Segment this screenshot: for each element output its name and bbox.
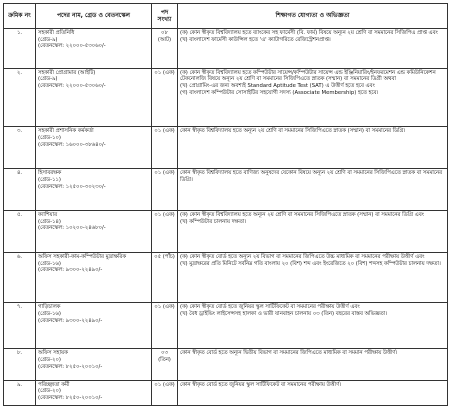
qualification-line: (ক) কোন স্বীকৃত বোর্ড হতে জুনিয়র স্কুল সার্টিফিকেট বা সমমানের পরীক্ষায় উত্তীর্ণ এবং: [180, 304, 360, 311]
post-cell: [36, 380, 152, 405]
post-pay-scale: (বেতনস্কেল: ৮২৫০-২০০১০/-: [38, 395, 103, 401]
table-row: [4, 380, 448, 405]
qualification-cell: [178, 127, 448, 169]
qualification-cell: [178, 380, 448, 405]
qualification-line: (খ) বাংলাদেশ ফার্মেসী কাউন্সিল হতে 'এ' ক্যাটাগরিতে রেজিস্ট্রেশনপ্রাপ্ত।: [180, 36, 331, 43]
post-cell: [36, 169, 152, 211]
table-row: [4, 349, 448, 380]
qualification-line: (ক) কোন স্বীকৃত বিশ্ববিদ্যালয় হতে ব্যাংকের সহ ফার্মেসী (বি. ফার্ম) বিষয়ে অন্যূন ২য় শ্রেণি বা সমমানের সিজিপিএ প্রাপ্ত এবং: [180, 30, 438, 36]
post-count-cell: ০১ (এক): [152, 211, 178, 253]
post-cell: [36, 303, 152, 349]
post-grade: (গ্রেড-১৬): [38, 310, 61, 317]
table-row: [4, 253, 448, 303]
post-name: সহকারী প্রোগ্রামার (আইটি): [38, 69, 96, 76]
job-vacancy-table: [3, 3, 448, 406]
post-name: হিসাবরক্ষক: [38, 170, 62, 177]
post-pay-scale: (বেতনস্কেল: ১৬০০০-৩৮৬৪০/-: [38, 141, 106, 148]
serial-cell: ৩.: [4, 127, 36, 169]
qualification-line: (খ) মুদ্রাক্ষরের প্রতি মিনিটে সর্বনিম্ন গতি বাংলায় ২০ (বিশ) শব্দ এবং ইংরেজিতে ২০ (বিশ) শব্দসহ কম্পিউটার চালনায় দক্ষতা।: [180, 260, 441, 267]
post-grade: (গ্রেড-১৬): [38, 260, 61, 267]
table-row: [4, 29, 448, 69]
qualification-cell: [178, 211, 448, 253]
serial-cell: ৪.: [4, 169, 36, 211]
header-count: পদ সংখ্যা: [152, 4, 178, 29]
serial-cell: ৯.: [4, 380, 36, 405]
qualification-cell: [178, 303, 448, 349]
qualification-cell: [178, 68, 448, 127]
post-grade: (গ্রেড-১১): [38, 176, 61, 183]
post-name: অফিস সহকারী-কাম-কম্পিউটার মুদ্রাক্ষরিক: [38, 254, 127, 261]
table-row: [4, 169, 448, 211]
post-count-cell: ০১ (এক): [152, 169, 178, 211]
post-count-cell: ০১ (এক): [152, 68, 178, 127]
qualification-line: কোন স্বীকৃত বিশ্ববিদ্যালয় হতে বাণিজ্য অনুষদের যেকোন বিষয়ে অন্যূন ২য় শ্রেণি বা সমমানের সিজিপিএতে স্নাতক বা সমমানের ডিগ্রি।: [180, 170, 443, 183]
serial-cell: ৫.: [4, 211, 36, 253]
table-body: [4, 29, 448, 406]
post-cell: [36, 127, 152, 169]
post-grade: (গ্রেড-১০): [38, 135, 61, 142]
qualification-line: (ক) কোন স্বীকৃত বিশ্ববিদ্যালয় হতে অন্যূন ২য় শ্রেণি বা সমমানের সিজিপিএতে স্নাতক (সম্মান) বা সমমানের ডিগ্রি এবং: [180, 212, 424, 219]
post-grade: (গ্রেড-২০): [38, 388, 61, 395]
header-post: পদের নাম, গ্রেড ও বেতনস্কেল: [36, 4, 152, 29]
post-count-cell: ০১ (এক): [152, 380, 178, 405]
post-cell: [36, 349, 152, 380]
post-name: পরিচ্ছন্নতা কর্মী: [38, 381, 70, 388]
post-count-cell: ০৮ (আট): [152, 29, 178, 69]
table-header-row: [4, 4, 448, 29]
qualification-cell: [178, 29, 448, 69]
serial-cell: ৮.: [4, 349, 36, 380]
post-cell: [36, 29, 152, 69]
post-cell: [36, 211, 152, 253]
post-grade: (গ্রেড-১৪): [38, 218, 61, 225]
post-grade: (গ্রেড-২০): [38, 356, 61, 363]
post-count-cell: ০৩ (তিন): [152, 349, 178, 380]
qualification-line: কোন স্বীকৃত বোর্ড হতে জুনিয়র স্কুল সার্টিফিকেট বা সমমানের পরীক্ষায় উত্তীর্ণ।: [180, 381, 342, 388]
serial-cell: ৬.: [4, 253, 36, 303]
post-pay-scale: (বেতনস্কেল: ২২০০০-৫৩০৬০/-: [38, 43, 106, 50]
serial-cell: ১.: [4, 29, 36, 69]
table-row: [4, 68, 448, 127]
post-pay-scale: (বেতনস্কেল: ২২০০০-৫৩০৬০/-: [38, 83, 106, 89]
post-name: সহকারী প্রশাসনিক কর্মকর্তা: [38, 128, 94, 135]
table-row: [4, 211, 448, 253]
post-count-cell: ০৫ (পাঁচ): [152, 253, 178, 303]
serial-cell: ৭.: [4, 303, 36, 349]
qualification-line: কোন স্বীকৃত বোর্ড হতে অন্যূন দ্বিতীয় বিভাগ বা সমমানের জিপিএতে মাধ্যমিক বা সমমান পরীক্ষায় উত্তীর্ণ।: [180, 350, 398, 357]
post-pay-scale: (বেতনস্কেল: ৯৩০০-২২৪৯০/-: [38, 267, 103, 274]
post-name: ক্যাশিয়ার: [38, 212, 57, 219]
qualification-line: (খ) প্রোগ্রামিং-এর জন্য অবশ্যই Standard Aptitude Test (SAT) এ উত্তীর্ণ হতে হবে এবং: [180, 83, 375, 89]
qualification-cell: [178, 253, 448, 303]
table-row: [4, 127, 448, 169]
post-cell: [36, 253, 152, 303]
post-grade: (গ্রেড-৯): [38, 36, 58, 43]
post-grade: (গ্রেড-৯): [38, 76, 58, 83]
post-name: অফিস সহায়ক: [38, 350, 68, 357]
post-pay-scale: (বেতনস্কেল: ৮২৫০-২০০১০/-: [38, 363, 103, 370]
post-pay-scale: (বেতনস্কেল: ১০২০০-২৪৬৮০/-: [38, 225, 106, 232]
post-count-cell: ০১ (এক): [152, 303, 178, 349]
post-name: সহকারী প্রতিনিধি: [38, 30, 75, 36]
qualification-line: (ক) কোন স্বীকৃত বোর্ড হতে অন্যূন ২য় বিভাগ বা সমমানের জিপিএতে উচ্চ মাধ্যমিক বা সমমানের পরীক্ষায় উত্তীর্ণ এবং: [180, 254, 425, 261]
table-row: [4, 303, 448, 349]
header-qualification: শিক্ষাগত যোগ্যতা ও অভিজ্ঞতা: [178, 4, 448, 29]
qualification-cell: [178, 169, 448, 211]
qualification-line: কোন স্বীকৃত বিশ্ববিদ্যালয় হতে অন্যূন ২য় শ্রেণি বা সমমানের সিজিপিএতে স্নাতক (সম্মান) বা সমমানের ডিগ্রি।: [180, 128, 406, 135]
qualification-line: (খ) বৈধ ড্রাইভিং লাইসেন্সসহ হালকা ও ভারী যানবাহন চালনায় ০৩ (তিন) বছরের বাস্তব অভিজ্ঞতা।: [180, 310, 387, 317]
qualification-cell: [178, 349, 448, 380]
header-serial: ক্রমিক নং: [4, 4, 36, 29]
post-pay-scale: (বেতনস্কেল: ৯৩০০-২২৪৯০/-: [38, 317, 103, 324]
post-count-cell: ০১ (এক): [152, 127, 178, 169]
serial-cell: ২.: [4, 68, 36, 127]
post-name: গাড়িচালক: [38, 304, 61, 311]
qualification-line: (ক) কোন স্বীকৃত বিশ্ববিদ্যালয় হতে কম্পিউটার সায়েন্স/কম্পিউটার সায়েন্স এন্ড ইঞ্জিনিয়ারিং/ইনফরমেশন এন্ড কমিউনিকেশন টেকনোলজি বিষয়ে অন্যূন ২য় শ্রেণি বা সমমানের সিজিপিএতে স্নাতক (সম্মান) বা সমমানের ডিগ্রী অথবা: [180, 69, 436, 83]
qualification-line: (খ) কম্পিউটার চালনায় দক্ষতা।: [180, 218, 247, 225]
qualification-line: (গ) বাংলাদেশ কম্পিউটার সোসাইটির সহযোগী সদস্য (Associate Membership) হতে হবে।: [180, 89, 379, 96]
post-pay-scale: (বেতনস্কেল: ১২৫০০-৩০২৩০/-: [38, 183, 106, 190]
post-cell: [36, 68, 152, 127]
